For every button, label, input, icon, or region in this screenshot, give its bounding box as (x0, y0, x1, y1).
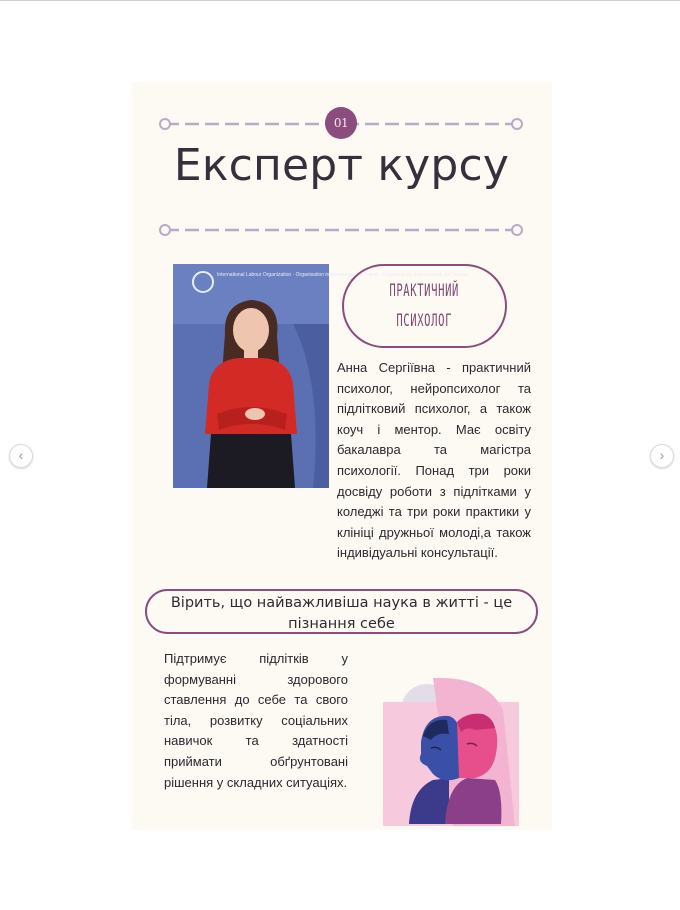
carousel-slide (131, 82, 552, 830)
role-badge (342, 264, 507, 348)
quote-banner: Вірить, що найважливіша наука в житті - це пізнання себе (145, 589, 538, 634)
role-label: ПРАКТИЧНИЙ ПСИХОЛОГ (389, 281, 460, 331)
two-faces-illustration (383, 674, 519, 826)
decorative-divider-bottom (131, 220, 552, 240)
background-banner-text: International Labour Organization · Organisation internationale du Travail · Organización Internacional del Trabajo (217, 272, 469, 278)
chevron-left-icon: ‹ (18, 447, 24, 463)
slide-number-badge: 01 (325, 107, 357, 139)
support-description: Підтримує підлітків у формуванні здорового ставлення до себе та свого тіла, розвитку соціальних навичок та здатності приймати обґрунтовані рішення у складних ситуаціях. (164, 651, 348, 790)
expert-bio: Анна Сергіївна - практичний психолог, нейропсихолог та підлітковий психолог, а також коуч і ментор. Має освіту бакалавра та магістра психології. Понад три роки досвіду роботи з підлітками у коледжі та три роки практики у клініці дружньої молоді,а також індивідуальні консультації. (337, 360, 531, 561)
page-title: Експерт курсу (173, 140, 510, 191)
previous-slide-button[interactable] (9, 444, 33, 468)
chevron-right-icon: › (659, 447, 665, 463)
next-slide-button[interactable] (650, 444, 674, 468)
